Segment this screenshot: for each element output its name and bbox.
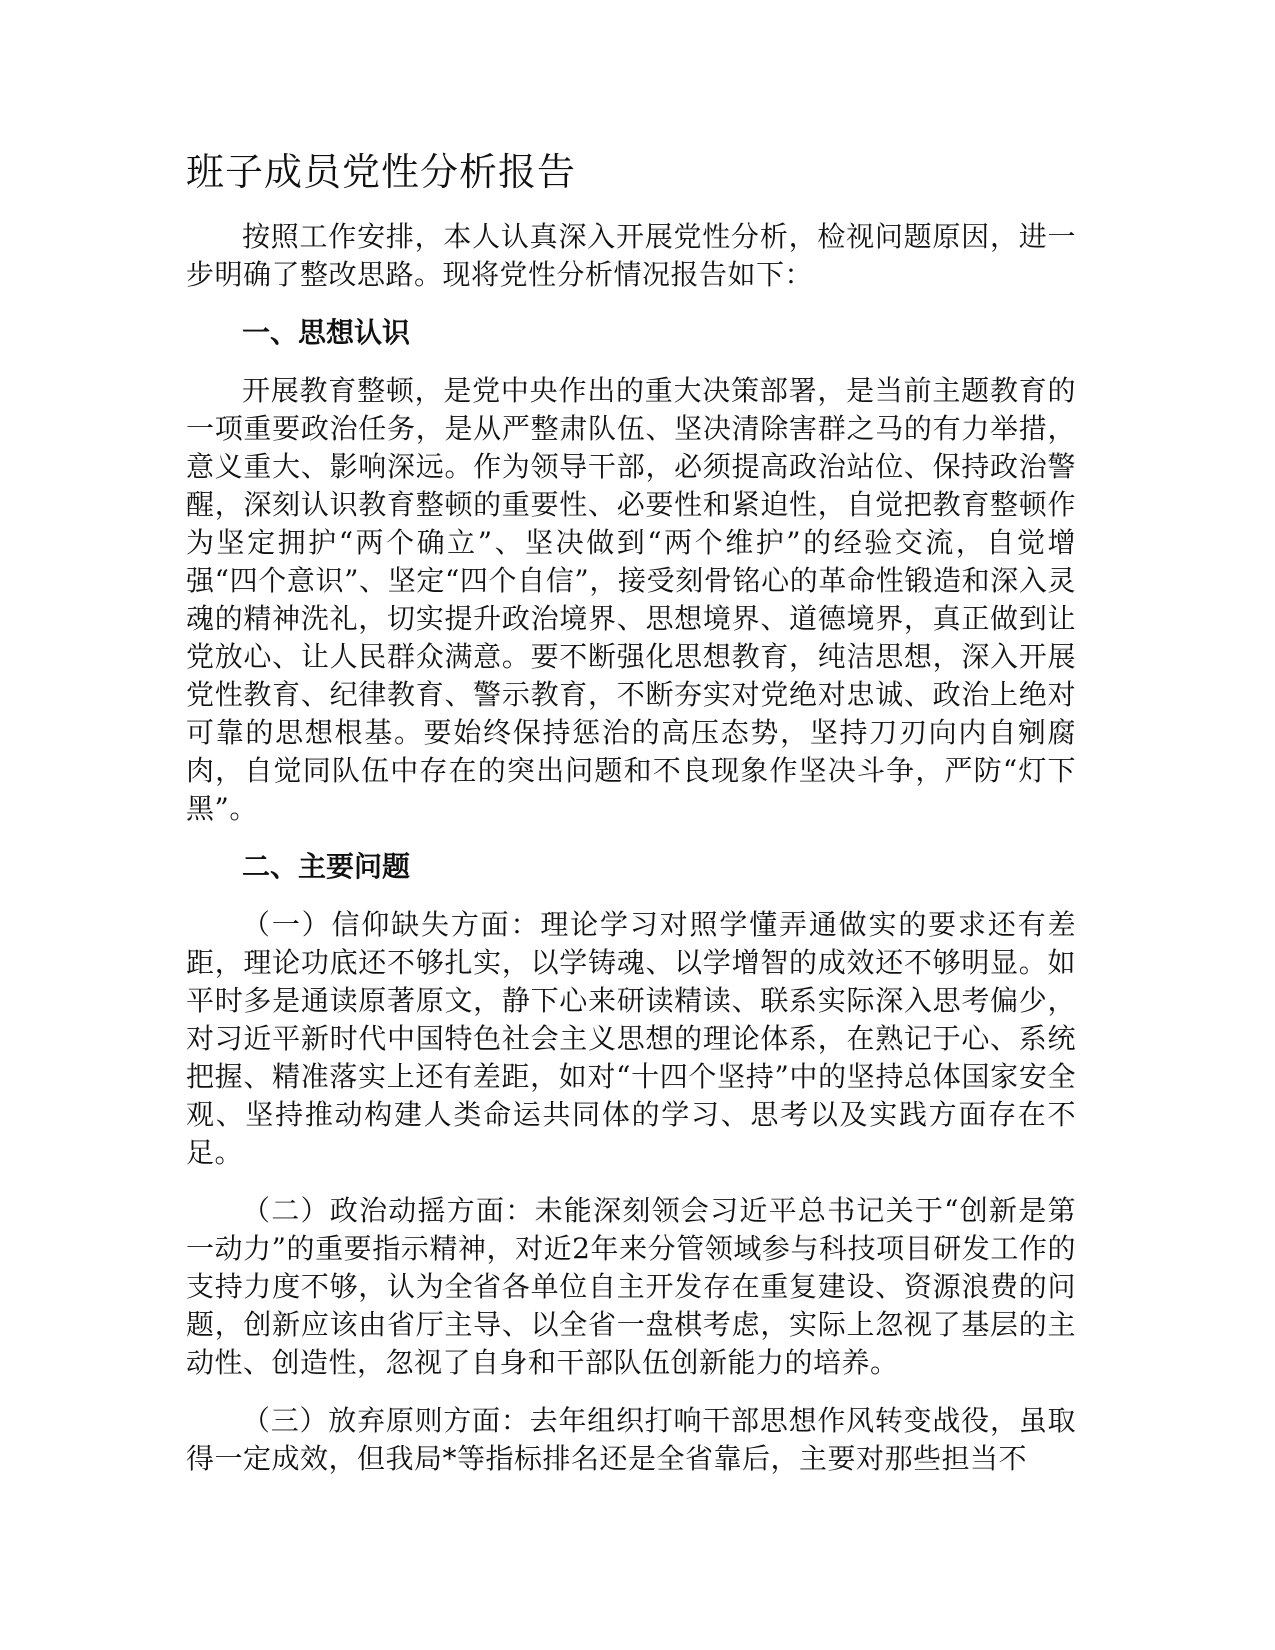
problem-item-politics: （二）政治动摇方面：未能深刻领会习近平总书记关于“创新是第一动力”的重要指示精神，对近2年来分管领域参与科技项目研发工作的支持力度不够，认为全省各单位自主开发存在重复建设、资源浪费的问题，创新应该由省厅主导、以全省一盘棋考虑，实际上忽视了基层的主动性、创造性，忽视了自身和干部队伍创新能力的培养。	[186, 1194, 1076, 1379]
thinking-paragraph: 开展教育整顿，是党中央作出的重大决策部署，是当前主题教育的一项重要政治任务，是从严整肃队伍、坚决清除害群之马的有力举措，意义重大、影响深远。作为领导干部，必须提高政治站位、保持政治警醒，深刻认识教育整顿的重要性、必要性和紧迫性，自觉把教育整顿作为坚定拥护“两个确立”、坚决做到“两个维护”的经验交流，自觉增强“四个意识”、坚定“四个自信”，接受刻骨铭心的革命性锻造和深入灵魂的精神洗礼，切实提升政治境界、思想境界、道德境界，真正做到让党放心、让人民群众满意。要不断强化思想教育，纯洁思想，深入开展党性教育、纪律教育、警示教育，不断夯实对党绝对忠诚、政治上绝对可靠的思想根基。要始终保持惩治的高压态势，坚持刀刃向内自剜腐肉，自觉同队伍中存在的突出问题和不良现象作坚决斗争，严防“灯下黑”。	[186, 374, 1076, 825]
document-title: 班子成员党性分析报告	[186, 150, 577, 194]
section-heading-problems: 二、主要问题	[242, 850, 411, 883]
problem-item-faith: （一）信仰缺失方面：理论学习对照学懂弄通做实的要求还有差距，理论功底还不够扎实，以学铸魂、以学增智的成效还不够明显。如平时多是通读原著原文，静下心来研读精读、联系实际深入思考偏少，对习近平新时代中国特色社会主义思想的理论体系，在熟记于心、系统把握、精准落实上还有差距，如对“十四个坚持”中的坚持总体国家安全观、坚持推动构建人类命运共同体的学习、思考以及实践方面存在不足。	[186, 908, 1076, 1169]
problem-item-principle: （三）放弃原则方面：去年组织打响干部思想作风转变战役，虽取得一定成效，但我局*等指标排名还是全省靠后，主要对那些担当不	[186, 1404, 1076, 1475]
section-heading-thinking: 一、思想认识	[242, 316, 411, 349]
intro-paragraph: 按照工作安排，本人认真深入开展党性分析，检视问题原因，进一步明确了整改思路。现将党性分析情况报告如下：	[186, 220, 1076, 291]
document-body	[186, 218, 1076, 1498]
